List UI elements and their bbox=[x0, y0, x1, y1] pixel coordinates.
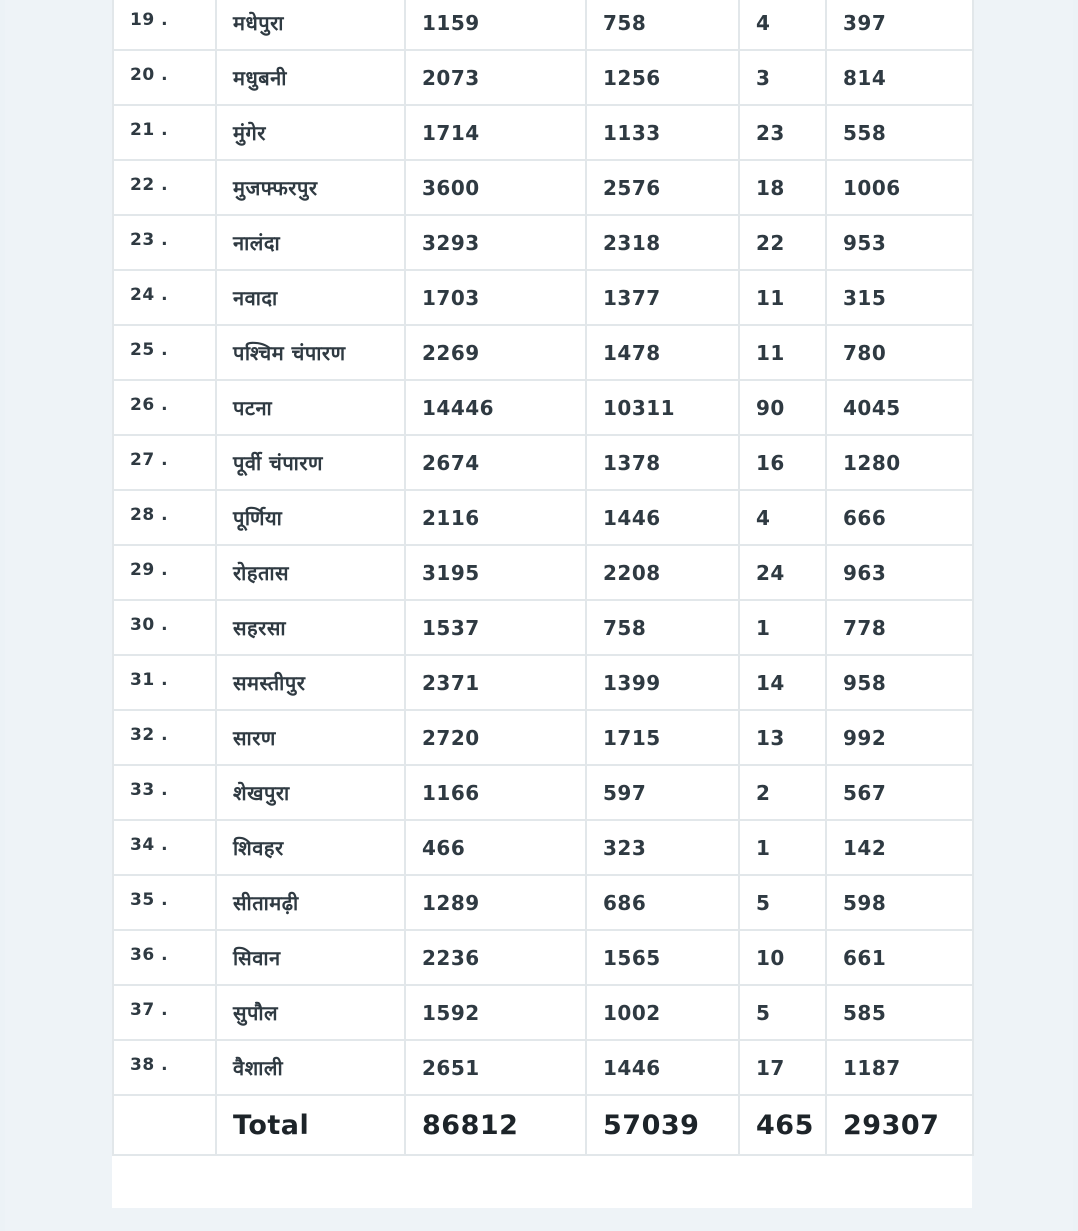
value-cell-1: 3600 bbox=[405, 160, 586, 215]
value-cell-3: 3 bbox=[739, 50, 826, 105]
district-data-table bbox=[112, 0, 974, 1156]
value-cell-2: 2318 bbox=[586, 215, 739, 270]
value-cell-4: 142 bbox=[826, 820, 973, 875]
value-cell-1: 1159 bbox=[405, 0, 586, 50]
value-cell-1: 1703 bbox=[405, 270, 586, 325]
value-cell-2: 1446 bbox=[586, 1040, 739, 1095]
value-cell-1: 2116 bbox=[405, 490, 586, 545]
value-cell-1: 1592 bbox=[405, 985, 586, 1040]
serial-number-cell: 32 . bbox=[113, 710, 216, 765]
value-cell-3: 23 bbox=[739, 105, 826, 160]
serial-number-cell: 20 . bbox=[113, 50, 216, 105]
table-row bbox=[113, 985, 973, 1040]
value-cell-2: 1565 bbox=[586, 930, 739, 985]
table-row bbox=[113, 710, 973, 765]
table-row bbox=[113, 50, 973, 105]
value-cell-1: 3293 bbox=[405, 215, 586, 270]
total-value-cell-4: 29307 bbox=[826, 1095, 973, 1155]
district-name-cell: सीतामढ़ी bbox=[216, 875, 405, 930]
value-cell-1: 1289 bbox=[405, 875, 586, 930]
table-row bbox=[113, 820, 973, 875]
value-cell-2: 758 bbox=[586, 0, 739, 50]
value-cell-1: 2269 bbox=[405, 325, 586, 380]
value-cell-3: 18 bbox=[739, 160, 826, 215]
value-cell-4: 4045 bbox=[826, 380, 973, 435]
serial-number-cell: 24 . bbox=[113, 270, 216, 325]
total-value-cell-1: 86812 bbox=[405, 1095, 586, 1155]
serial-number-cell: 21 . bbox=[113, 105, 216, 160]
value-cell-4: 315 bbox=[826, 270, 973, 325]
value-cell-4: 778 bbox=[826, 600, 973, 655]
district-name-cell: सहरसा bbox=[216, 600, 405, 655]
table-row bbox=[113, 105, 973, 160]
table-row bbox=[113, 215, 973, 270]
value-cell-2: 10311 bbox=[586, 380, 739, 435]
table-row bbox=[113, 380, 973, 435]
value-cell-1: 1714 bbox=[405, 105, 586, 160]
table-row bbox=[113, 765, 973, 820]
value-cell-1: 466 bbox=[405, 820, 586, 875]
district-name-cell: शिवहर bbox=[216, 820, 405, 875]
value-cell-4: 780 bbox=[826, 325, 973, 380]
value-cell-2: 1478 bbox=[586, 325, 739, 380]
serial-number-cell: 31 . bbox=[113, 655, 216, 710]
value-cell-2: 1133 bbox=[586, 105, 739, 160]
value-cell-3: 2 bbox=[739, 765, 826, 820]
table-body bbox=[113, 0, 973, 1155]
serial-number-cell: 28 . bbox=[113, 490, 216, 545]
table-row bbox=[113, 0, 973, 50]
value-cell-1: 2236 bbox=[405, 930, 586, 985]
value-cell-3: 16 bbox=[739, 435, 826, 490]
district-name-cell: सिवान bbox=[216, 930, 405, 985]
value-cell-2: 1715 bbox=[586, 710, 739, 765]
district-name-cell: नालंदा bbox=[216, 215, 405, 270]
value-cell-1: 1537 bbox=[405, 600, 586, 655]
value-cell-1: 2371 bbox=[405, 655, 586, 710]
table-row bbox=[113, 545, 973, 600]
serial-number-cell: 27 . bbox=[113, 435, 216, 490]
value-cell-3: 4 bbox=[739, 0, 826, 50]
value-cell-2: 1378 bbox=[586, 435, 739, 490]
district-name-cell: मधुबनी bbox=[216, 50, 405, 105]
value-cell-4: 567 bbox=[826, 765, 973, 820]
district-name-cell: सुपौल bbox=[216, 985, 405, 1040]
value-cell-3: 11 bbox=[739, 325, 826, 380]
district-name-cell: सारण bbox=[216, 710, 405, 765]
value-cell-3: 5 bbox=[739, 875, 826, 930]
value-cell-3: 90 bbox=[739, 380, 826, 435]
district-name-cell: नवादा bbox=[216, 270, 405, 325]
value-cell-4: 953 bbox=[826, 215, 973, 270]
serial-number-cell: 19 . bbox=[113, 0, 216, 50]
value-cell-3: 17 bbox=[739, 1040, 826, 1095]
value-cell-2: 758 bbox=[586, 600, 739, 655]
value-cell-2: 686 bbox=[586, 875, 739, 930]
serial-number-cell: 23 . bbox=[113, 215, 216, 270]
value-cell-4: 1006 bbox=[826, 160, 973, 215]
value-cell-2: 1377 bbox=[586, 270, 739, 325]
value-cell-4: 1280 bbox=[826, 435, 973, 490]
value-cell-1: 1166 bbox=[405, 765, 586, 820]
district-name-cell: मधेपुरा bbox=[216, 0, 405, 50]
district-name-cell: रोहतास bbox=[216, 545, 405, 600]
district-name-cell: पूर्वी चंपारण bbox=[216, 435, 405, 490]
value-cell-2: 2576 bbox=[586, 160, 739, 215]
serial-number-cell: 25 . bbox=[113, 325, 216, 380]
value-cell-1: 2674 bbox=[405, 435, 586, 490]
district-name-cell: मुजफ्फरपुर bbox=[216, 160, 405, 215]
value-cell-4: 1187 bbox=[826, 1040, 973, 1095]
table-row bbox=[113, 270, 973, 325]
value-cell-2: 1399 bbox=[586, 655, 739, 710]
value-cell-4: 958 bbox=[826, 655, 973, 710]
value-cell-4: 585 bbox=[826, 985, 973, 1040]
value-cell-3: 5 bbox=[739, 985, 826, 1040]
value-cell-2: 1256 bbox=[586, 50, 739, 105]
value-cell-1: 14446 bbox=[405, 380, 586, 435]
serial-number-cell: 33 . bbox=[113, 765, 216, 820]
serial-number-cell: 37 . bbox=[113, 985, 216, 1040]
value-cell-1: 2720 bbox=[405, 710, 586, 765]
total-value-cell-3: 465 bbox=[739, 1095, 826, 1155]
table-row bbox=[113, 160, 973, 215]
value-cell-3: 10 bbox=[739, 930, 826, 985]
value-cell-4: 397 bbox=[826, 0, 973, 50]
district-name-cell: समस्तीपुर bbox=[216, 655, 405, 710]
value-cell-3: 11 bbox=[739, 270, 826, 325]
value-cell-4: 558 bbox=[826, 105, 973, 160]
district-name-cell: मुंगेर bbox=[216, 105, 405, 160]
value-cell-3: 1 bbox=[739, 600, 826, 655]
district-name-cell: शेखपुरा bbox=[216, 765, 405, 820]
value-cell-1: 2651 bbox=[405, 1040, 586, 1095]
value-cell-3: 4 bbox=[739, 490, 826, 545]
total-label-cell: Total bbox=[216, 1095, 405, 1155]
value-cell-4: 666 bbox=[826, 490, 973, 545]
value-cell-2: 597 bbox=[586, 765, 739, 820]
value-cell-2: 1002 bbox=[586, 985, 739, 1040]
value-cell-2: 2208 bbox=[586, 545, 739, 600]
value-cell-4: 963 bbox=[826, 545, 973, 600]
value-cell-3: 24 bbox=[739, 545, 826, 600]
value-cell-4: 992 bbox=[826, 710, 973, 765]
value-cell-1: 3195 bbox=[405, 545, 586, 600]
value-cell-3: 1 bbox=[739, 820, 826, 875]
serial-number-cell: 22 . bbox=[113, 160, 216, 215]
serial-number-cell: 35 . bbox=[113, 875, 216, 930]
table-row bbox=[113, 930, 973, 985]
value-cell-3: 13 bbox=[739, 710, 826, 765]
value-cell-2: 323 bbox=[586, 820, 739, 875]
district-name-cell: पश्चिम चंपारण bbox=[216, 325, 405, 380]
value-cell-3: 22 bbox=[739, 215, 826, 270]
serial-number-cell: 36 . bbox=[113, 930, 216, 985]
serial-number-cell: 26 . bbox=[113, 380, 216, 435]
table-row bbox=[113, 435, 973, 490]
value-cell-4: 661 bbox=[826, 930, 973, 985]
table-row bbox=[113, 1040, 973, 1095]
serial-number-cell: 38 . bbox=[113, 1040, 216, 1095]
value-cell-1: 2073 bbox=[405, 50, 586, 105]
table-row bbox=[113, 490, 973, 545]
table-row bbox=[113, 875, 973, 930]
value-cell-2: 1446 bbox=[586, 490, 739, 545]
serial-number-cell: 34 . bbox=[113, 820, 216, 875]
total-serial-cell bbox=[113, 1095, 216, 1155]
district-name-cell: वैशाली bbox=[216, 1040, 405, 1095]
value-cell-3: 14 bbox=[739, 655, 826, 710]
value-cell-4: 814 bbox=[826, 50, 973, 105]
district-name-cell: पटना bbox=[216, 380, 405, 435]
total-value-cell-2: 57039 bbox=[586, 1095, 739, 1155]
district-name-cell: पूर्णिया bbox=[216, 490, 405, 545]
table-row bbox=[113, 325, 973, 380]
serial-number-cell: 30 . bbox=[113, 600, 216, 655]
table-row bbox=[113, 600, 973, 655]
serial-number-cell: 29 . bbox=[113, 545, 216, 600]
total-row bbox=[113, 1095, 973, 1155]
value-cell-4: 598 bbox=[826, 875, 973, 930]
table-row bbox=[113, 655, 973, 710]
